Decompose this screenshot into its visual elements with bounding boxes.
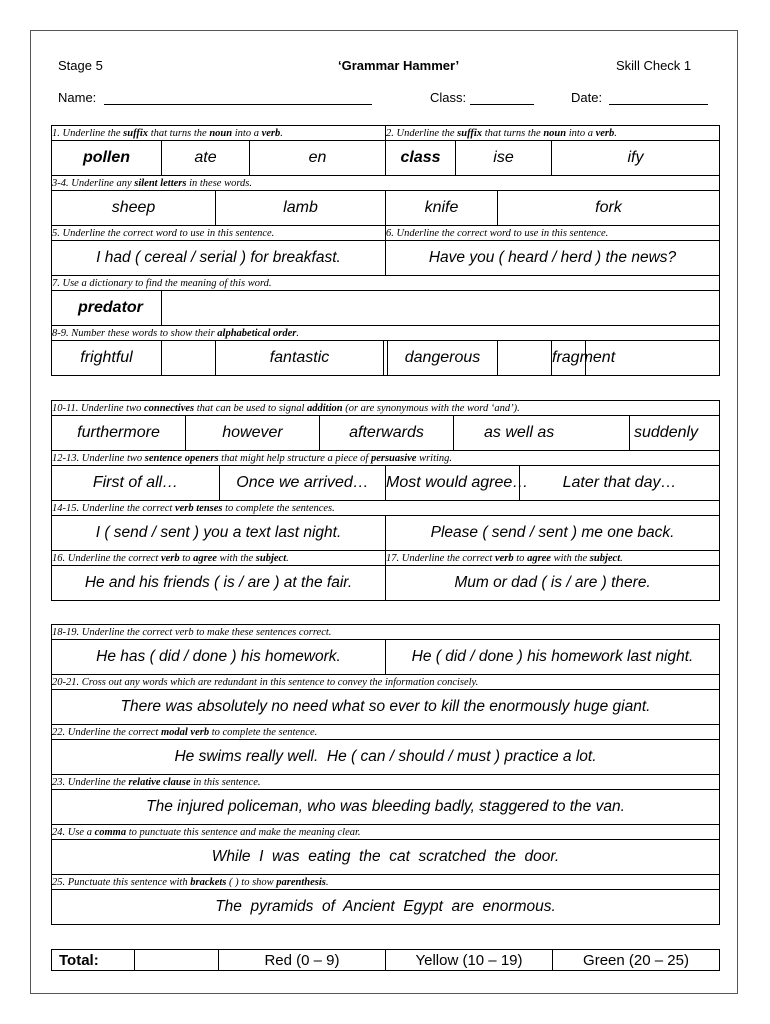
q3-4-word[interactable]: sheep [52, 191, 216, 226]
q23-instruction: 23. Underline the relative clause in this sentence. [52, 775, 720, 790]
q5-instruction: 5. Underline the correct word to use in this sentence. [52, 226, 386, 241]
q25-instruction: 25. Punctuate this sentence with brackets ( ) to show parenthesis. [52, 875, 720, 890]
q8-9-number-box[interactable] [498, 341, 552, 376]
q8-9-word: frightful [52, 341, 162, 376]
q12-13-opener[interactable]: Once we arrived… [220, 466, 386, 501]
q2-instruction: 2. Underline the suffix that turns the noun into a verb. [386, 126, 720, 141]
yellow-band: Yellow (10 – 19) [386, 950, 553, 971]
q3-4-word[interactable]: knife [386, 191, 498, 226]
total-table [51, 949, 720, 971]
q1-word[interactable]: pollen [52, 141, 162, 176]
q3-4-word[interactable]: fork [498, 191, 720, 226]
q1-suffix-option[interactable]: en [250, 141, 386, 176]
section-2-table [51, 400, 720, 601]
q16-instruction: 16. Underline the correct verb to agree with the subject. [52, 551, 386, 566]
q2-suffix-option[interactable]: ise [456, 141, 552, 176]
q16-sentence[interactable]: He and his friends ( is / are ) at the fair. [52, 566, 386, 601]
q1-suffix-option[interactable]: ate [162, 141, 250, 176]
section-3-table [51, 624, 720, 925]
q10-11-word[interactable]: afterwards [320, 416, 454, 451]
date-field[interactable] [609, 92, 708, 105]
total-score-box[interactable] [135, 950, 219, 971]
q15-sentence[interactable]: Please ( send / sent ) me one back. [386, 516, 720, 551]
class-field[interactable] [470, 92, 534, 105]
q18-sentence[interactable]: He has ( did / done ) his homework. [52, 640, 386, 675]
q8-9-number-box[interactable] [162, 341, 216, 376]
q14-sentence[interactable]: I ( send / sent ) you a text last night. [52, 516, 386, 551]
q2-suffix-option[interactable]: ify [552, 141, 720, 176]
q8-9-word: fragment [552, 341, 586, 376]
q10-11-word[interactable]: however [186, 416, 320, 451]
total-label: Total: [52, 950, 135, 971]
q14-15-instruction: 14-15. Underline the correct verb tenses to complete the sentences. [52, 501, 720, 516]
q12-13-opener[interactable]: Most would agree… [386, 466, 520, 501]
q10-11-word[interactable]: suddenly [630, 416, 720, 451]
q25-sentence[interactable]: The pyramids of Ancient Egypt are enormous. [52, 890, 720, 925]
worksheet-title: ‘Grammar Hammer’ [338, 58, 460, 73]
q8-9-word: dangerous [388, 341, 498, 376]
q18-19-instruction: 18-19. Underline the correct verb to make these sentences correct. [52, 625, 720, 640]
green-band: Green (20 – 25) [553, 950, 720, 971]
q10-11-instruction: 10-11. Underline two connectives that can be used to signal addition (or are synonymous with the word ‘and’). [52, 401, 720, 416]
date-label: Date: [571, 90, 603, 105]
q17-instruction: 17. Underline the correct verb to agree with the subject. [386, 551, 720, 566]
q22-instruction: 22. Underline the correct modal verb to complete the sentence. [52, 725, 720, 740]
section-1-table [51, 125, 720, 376]
q10-11-word[interactable]: furthermore [52, 416, 186, 451]
q7-word: predator [52, 291, 162, 326]
class-label: Class: [430, 90, 467, 105]
q12-13-opener[interactable]: Later that day… [520, 466, 720, 501]
q17-sentence[interactable]: Mum or dad ( is / are ) there. [386, 566, 720, 601]
q23-sentence[interactable]: The injured policeman, who was bleeding badly, staggered to the van. [52, 790, 720, 825]
q5-sentence[interactable]: I had ( cereal / serial ) for breakfast. [52, 241, 386, 276]
q1-instruction: 1. Underline the suffix that turns the noun into a verb. [52, 126, 386, 141]
red-band: Red (0 – 9) [219, 950, 386, 971]
q7-answer-box[interactable] [162, 291, 720, 326]
q3-4-word[interactable]: lamb [216, 191, 386, 226]
q12-13-instruction: 12-13. Underline two sentence openers that might help structure a piece of persuasive writing. [52, 451, 720, 466]
q24-sentence[interactable]: While I was eating the cat scratched the door. [52, 840, 720, 875]
q7-instruction: 7. Use a dictionary to find the meaning of this word. [52, 276, 720, 291]
q22-sentence[interactable]: He swims really well. He ( can / should / must ) practice a lot. [52, 740, 720, 775]
stage-label: Stage 5 [58, 58, 103, 73]
q8-9-instruction: 8-9. Number these words to show their alphabetical order. [52, 326, 720, 341]
q20-21-sentence[interactable]: There was absolutely no need what so ever to kill the enormously huge giant. [52, 690, 720, 725]
q6-instruction: 6. Underline the correct word to use in this sentence. [386, 226, 720, 241]
name-label: Name: [58, 90, 97, 105]
q8-9-word: fantastic [216, 341, 384, 376]
q3-4-instruction: 3-4. Underline any silent letters in these words. [52, 176, 720, 191]
q20-21-instruction: 20-21. Cross out any words which are redundant in this sentence to convey the information concisely. [52, 675, 720, 690]
q2-word[interactable]: class [386, 141, 456, 176]
q24-instruction: 24. Use a comma to punctuate this sentence and make the meaning clear. [52, 825, 720, 840]
name-field[interactable] [104, 92, 372, 105]
skill-check-label: Skill Check 1 [616, 58, 692, 73]
q10-11-word[interactable]: as well as [454, 416, 630, 451]
q6-sentence[interactable]: Have you ( heard / herd ) the news? [386, 241, 720, 276]
q19-sentence[interactable]: He ( did / done ) his homework last night. [386, 640, 720, 675]
q12-13-opener[interactable]: First of all… [52, 466, 220, 501]
